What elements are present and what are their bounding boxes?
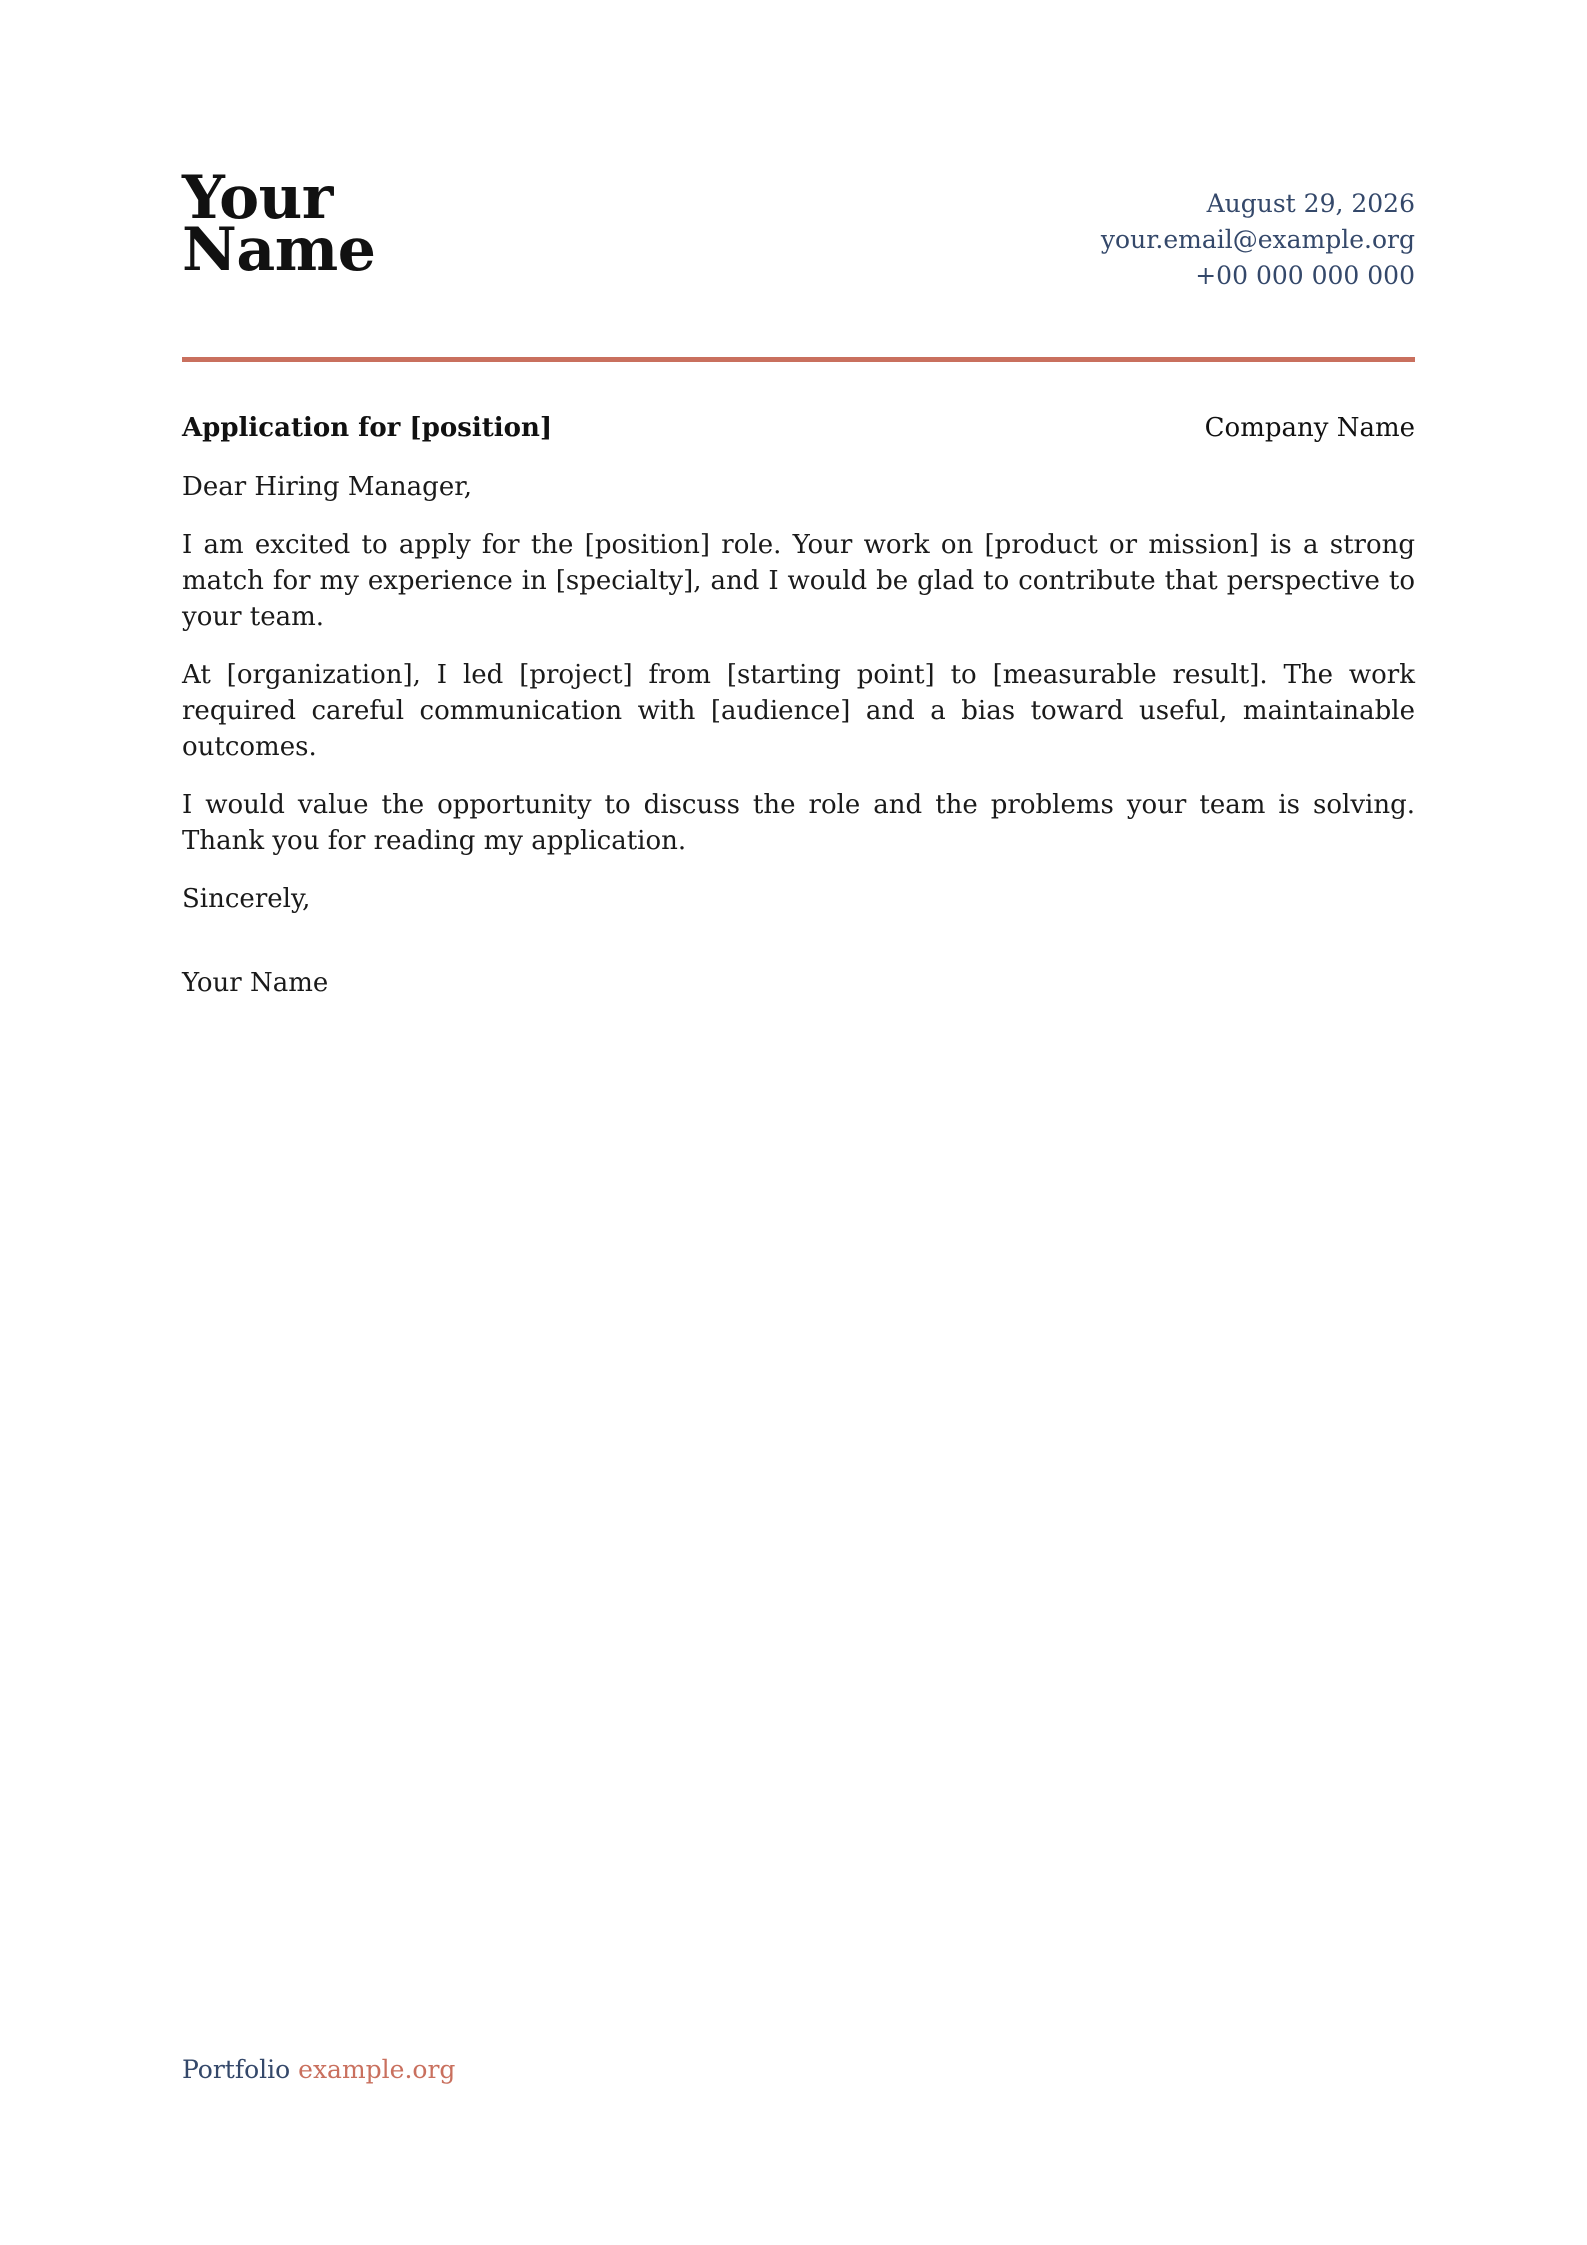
recipient-company: Company Name (1204, 413, 1415, 443)
sender-name-last: Name (182, 215, 376, 285)
letter-signature: Your Name (182, 968, 329, 998)
sender-name (182, 163, 376, 285)
header-divider (182, 357, 1415, 362)
footer-label: Portfolio (182, 2055, 291, 2084)
contact-phone: +00 000 000 000 (1195, 261, 1415, 290)
letter-body (182, 469, 1415, 1001)
letter-paragraph: I am excited to apply for the [position] role. Your work on [product or mission] is a strong match for my experience in [specialty], and I would be glad to contribute that perspective to your team. (182, 530, 1415, 632)
letter-subject: Application for [position] (182, 413, 553, 443)
portfolio-link[interactable]: example.org (298, 2055, 456, 2084)
letter-date: August 29, 2026 (1206, 189, 1415, 218)
letter-closing: Sincerely, (182, 884, 311, 914)
subject-row (182, 410, 1415, 446)
sender-name-first: Your (182, 163, 333, 233)
footer (182, 2052, 455, 2088)
letter-paragraph: At [organization], I led [project] from [starting point] to [measurable result]. The work required careful communication with [audience] and a bias toward useful, maintainable outcomes. (182, 660, 1415, 762)
letter-greeting: Dear Hiring Manager, (182, 472, 473, 502)
contact-info (1101, 186, 1415, 294)
letter-paragraph: I would value the opportunity to discuss the role and the problems your team is solving. Thank you for reading my application. (182, 790, 1415, 856)
contact-email[interactable]: your.email@example.org (1100, 225, 1415, 254)
